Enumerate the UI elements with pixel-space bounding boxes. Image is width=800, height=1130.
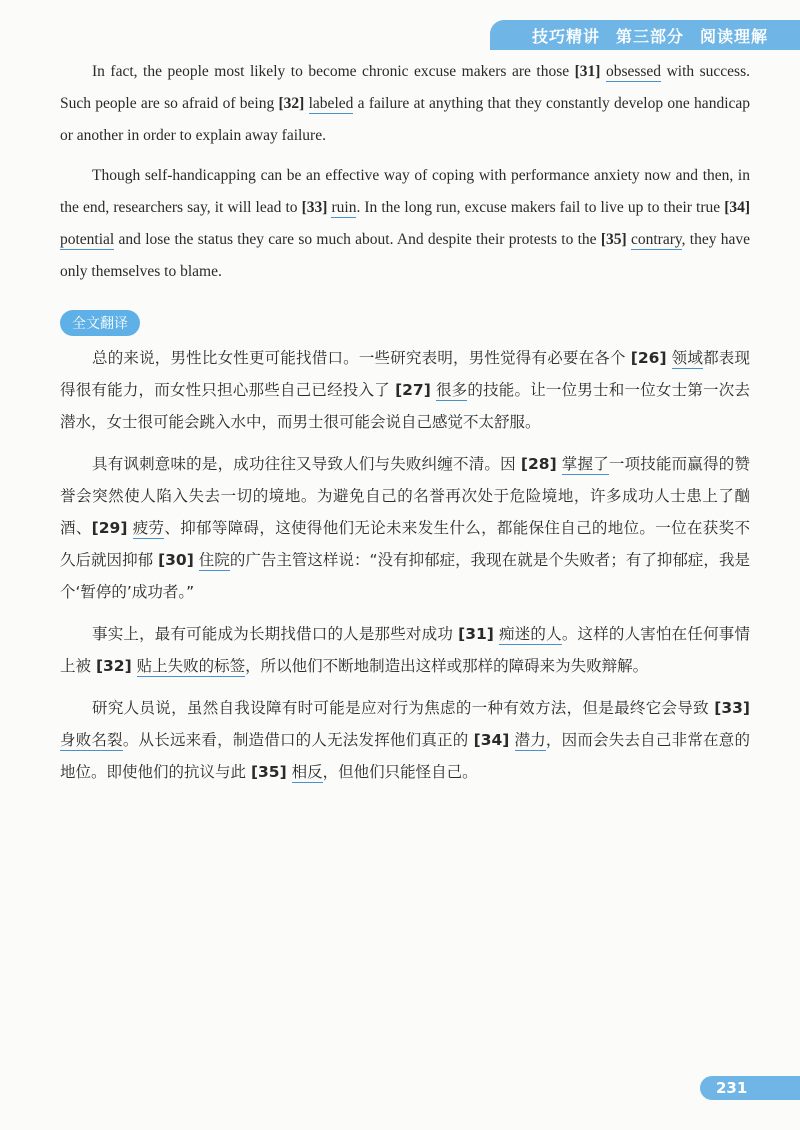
chinese-paragraph: 研究人员说，虽然自我设障有时可能是应对行为焦虑的一种有效方法，但是最终它会导致 [33] 身败名裂。从长远来看，制造借口的人无法发挥他们真正的 [34] 潜力，因而会失去自己非常在意的地位。即使他们的抗议与此 [35] 相反，但他们只能怪自己。 xyxy=(60,699,750,781)
header-part1: 技巧精讲 xyxy=(531,26,600,46)
answer-33: ruin xyxy=(331,199,357,216)
chinese-translation xyxy=(60,342,750,788)
english-paragraph: Though self-handicapping can be an effective way of coping with performance anxiety now and then, in the end, researchers say, it will lead to [33] ruin. In the long run, excuse makers fail to live up to their true [34] potential and lose the status they care so much about. And despite their protests to the [35] contrary, they have only themselves to blame. xyxy=(60,167,751,280)
chinese-paragraph: 具有讽刺意味的是，成功往往又导致人们与失败纠缠不清。因 [28] 掌握了一项技能而赢得的赞誉会突然使人陷入失去一切的境地。为避免自己的名誉再次处于危险境地，许多成功人士患上了酗酒、[29] 疲劳、抑郁等障碍，这使得他们无论未来发生什么，都能保住自己的地位。一位在获奖不久后就因抑郁 [30] 住院的广告主管这样说：“没有抑郁症，我现在就是个失败者；有了抑郁症，我是个‘暂停的’成功者。” xyxy=(60,455,750,601)
answer-34: potential xyxy=(60,231,115,248)
english-passage xyxy=(60,56,750,288)
answer-32: labeled xyxy=(308,95,354,112)
chapter-header xyxy=(490,20,800,50)
chinese-paragraph: 总的来说，男性比女性更可能找借口。一些研究表明，男性觉得有必要在各个 [26] 领域都表现得很有能力，而女性只担心那些自己已经投入了 [27] 很多的技能。让一位男士和一位女士第一次去潜水，女士很可能会跳入水中，而男士很可能会说自己感觉不太舒服。 xyxy=(60,349,750,431)
header-part2: 第三部分 xyxy=(615,26,684,46)
answer-35: contrary xyxy=(630,231,682,248)
english-paragraph: In fact, the people most likely to become chronic excuse makers are those [31] obsessed with success. Such people are so afraid of being [32] labeled a failure at anything that they constantly develop one handicap or another in order to explain away failure. xyxy=(60,63,751,144)
page-number: 231 xyxy=(700,1076,800,1100)
chinese-paragraph: 事实上，最有可能成为长期找借口的人是那些对成功 [31] 痴迷的人。这样的人害怕在任何事情上被 [32] 贴上失败的标签，所以他们不断地制造出这样或那样的障碍来为失败辩解。 xyxy=(60,625,750,675)
header-part3: 阅读理解 xyxy=(699,26,768,46)
answer-31: obsessed xyxy=(605,63,662,80)
page-content xyxy=(60,56,750,798)
translation-section-label: 全文翻译 xyxy=(60,310,140,336)
